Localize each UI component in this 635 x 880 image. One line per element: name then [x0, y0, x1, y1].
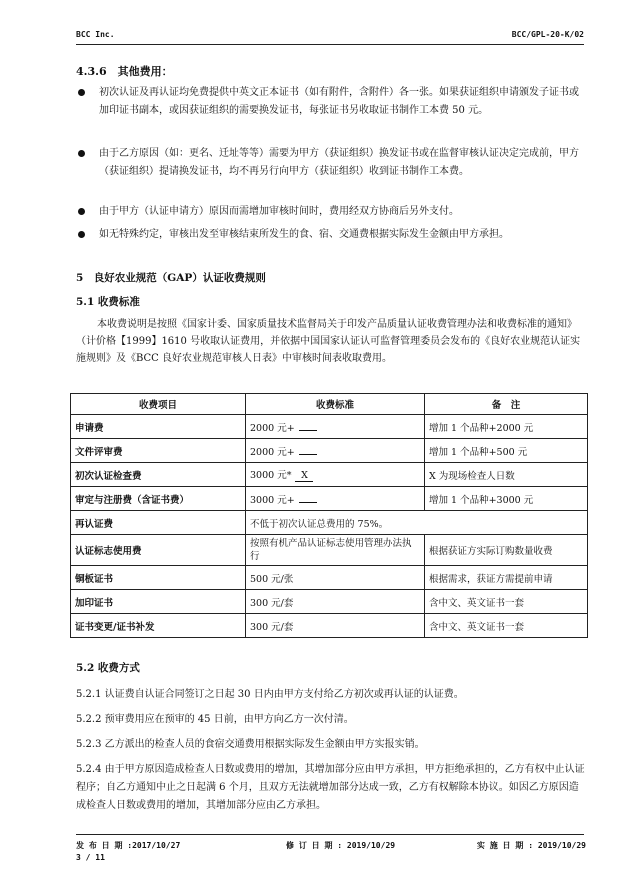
section-5-title: 5 良好农业规范（GAP）认证收费规则: [76, 272, 266, 284]
col-header-item: 收费项目: [71, 394, 246, 415]
fee-item: 加印证书: [71, 590, 246, 614]
table-row: [71, 463, 588, 487]
revise-date-value: 2019/10/29: [346, 841, 396, 850]
table-row: [71, 535, 588, 566]
bullet-text: 由于甲方（认证申请方）原因而需增加审核时间时，费用经双方协商后另外支付。: [99, 206, 459, 217]
footer-rule: [76, 834, 584, 835]
payment-clause: 5.2.2 预审费用应在预审的 45 日前，由甲方向乙方一次付清。: [76, 714, 354, 725]
fee-item: 初次认证检查费: [71, 463, 246, 487]
document-code: BCC/GPL-20-K/02: [511, 30, 584, 39]
section-5-1-intro: 本收费说明是按照《国家计委、国家质量技术监督局关于印发产品质量认证收费管理办法和收费标准的通知》（计价格【1999】1610 号收取认证费用，并依据中国国家认证认可监督管理委员会发布的《良好农业规范认证实施规则》及《BCC 良好农业规范审核人日表》中审核时间表收取费用。: [76, 319, 581, 364]
fee-value: 3000 元*: [250, 470, 292, 481]
impl-date-value: 2019/10/29: [537, 841, 586, 850]
fee-value: 2000 元+: [250, 446, 295, 458]
fee-item: 铜板证书: [71, 566, 246, 590]
bullet-text: 如无特殊约定，审核出发至审核结束所发生的食、宿、交通费根据实际发生金额由甲方承担。: [99, 229, 509, 240]
table-row: [71, 415, 588, 439]
fee-blank: [299, 430, 317, 431]
fee-item: 再认证费: [71, 511, 246, 535]
fee-note: 根据需求，获证方需提前申请: [425, 566, 588, 590]
payment-clause: 5.2.1 认证费自认证合同签订之日起 30 日内由甲方支付给乙方初次或再认证的认证费。: [76, 689, 464, 700]
section-5-1-title: 5.1 收费标准: [76, 296, 140, 308]
impl-date-field: 实 施 日 期 : 2019/10/29: [476, 841, 586, 850]
table-row: [71, 511, 588, 535]
fee-item: 申请费: [71, 415, 246, 439]
header-rule: [76, 44, 584, 45]
fee-table: [70, 393, 588, 638]
page-number: 3 / 11: [76, 853, 105, 862]
bullet-icon: [78, 208, 85, 215]
fee-value: 2000 元+: [250, 422, 295, 434]
bullet-text: 由于乙方原因（如：更名、迁址等等）需要为甲方（获证组织）换发证书或在监督审核认证决定完成前，甲方（获证组织）提请换发证书，均不再另行向甲方（获证组织）收到证书制作工本费。: [99, 148, 579, 177]
payment-clause: 5.2.3 乙方派出的检查人员的食宿交通费用根据实际发生金额由甲方实报实销。: [76, 739, 425, 750]
bullet-item: [78, 203, 586, 221]
issue-date-field: 发 布 日 期 :2017/10/27: [76, 841, 181, 850]
fee-item: 文件评审费: [71, 439, 246, 463]
issue-date-value: 2017/10/27: [132, 841, 181, 850]
page-header: [76, 30, 584, 44]
fee-note: 增加 1 个品种+3000 元: [425, 487, 588, 511]
fee-note: 含中文、英文证书一套: [425, 614, 588, 638]
fee-standard: 300 元/套: [246, 614, 425, 638]
fee-blank: [299, 502, 317, 503]
company-name: BCC Inc.: [76, 30, 115, 39]
fee-standard: [246, 487, 425, 511]
issue-date-label: 发 布 日 期: [76, 841, 123, 850]
fee-item: 认证标志使用费: [71, 535, 246, 566]
fee-standard: 300 元/套: [246, 590, 425, 614]
table-row: [71, 614, 588, 638]
table-header-row: [71, 394, 588, 415]
fee-value: 3000 元+: [250, 494, 295, 506]
bullet-text: 初次认证及再认证均免费提供中英文正本证书（如有附件，含附件）各一张。如果获证组织申请颁发子证书或加印证书副本，或因获证组织的需要换发证书，每张证书另收取证书制作工本费 50 元。: [99, 87, 579, 116]
table-row: [71, 566, 588, 590]
impl-date-label: 实 施 日 期: [476, 841, 524, 850]
bullet-item: [78, 226, 586, 244]
bullet-item: [78, 84, 586, 120]
fee-item: 证书变更/证书补发: [71, 614, 246, 638]
fee-standard: 不低于初次认证总费用的 75%。: [246, 511, 588, 535]
table-row: [71, 487, 588, 511]
bullet-icon: [78, 89, 85, 96]
fee-note: 根据获证方实际订购数量收费: [425, 535, 588, 566]
fee-blank: X: [295, 470, 313, 482]
revise-date-label: 修 订 日 期: [286, 841, 333, 850]
fee-standard: [246, 415, 425, 439]
col-header-fee: 收费标准: [246, 394, 425, 415]
bullet-item: [78, 145, 586, 181]
fee-standard: 500 元/张: [246, 566, 425, 590]
section-4-3-6-title: 4.3.6 其他费用：: [76, 65, 173, 78]
bullet-icon: [78, 150, 85, 157]
fee-note: 含中文、英文证书一套: [425, 590, 588, 614]
table-row: [71, 590, 588, 614]
fee-standard: 按照有机产品认证标志使用管理办法执行: [246, 535, 425, 566]
col-header-note: 备 注: [425, 394, 588, 415]
fee-blank: [299, 454, 317, 455]
fee-standard: [246, 463, 425, 487]
fee-standard: [246, 439, 425, 463]
revise-date-field: 修 订 日 期 : 2019/10/29: [286, 841, 396, 850]
fee-note: 增加 1 个品种+500 元: [425, 439, 588, 463]
section-5-2-title: 5.2 收费方式: [76, 662, 140, 674]
fee-item: 审定与注册费（含证书费）: [71, 487, 246, 511]
bullet-icon: [78, 231, 85, 238]
fee-note: X 为现场检查人日数: [425, 463, 588, 487]
table-row: [71, 439, 588, 463]
fee-note: 增加 1 个品种+2000 元: [425, 415, 588, 439]
payment-clause: 5.2.4 由于甲方原因造成检查人日数或费用的增加，其增加部分应由甲方承担，甲方拒绝承担的，乙方有权中止认证程序；自乙方通知中止之日起满 6 个月，且双方无法就增加部分达成一致，乙方有权解除本协议。如因乙方原因造成检查人日数或费用的增加，其增加部分应由乙方承担。: [76, 764, 585, 811]
